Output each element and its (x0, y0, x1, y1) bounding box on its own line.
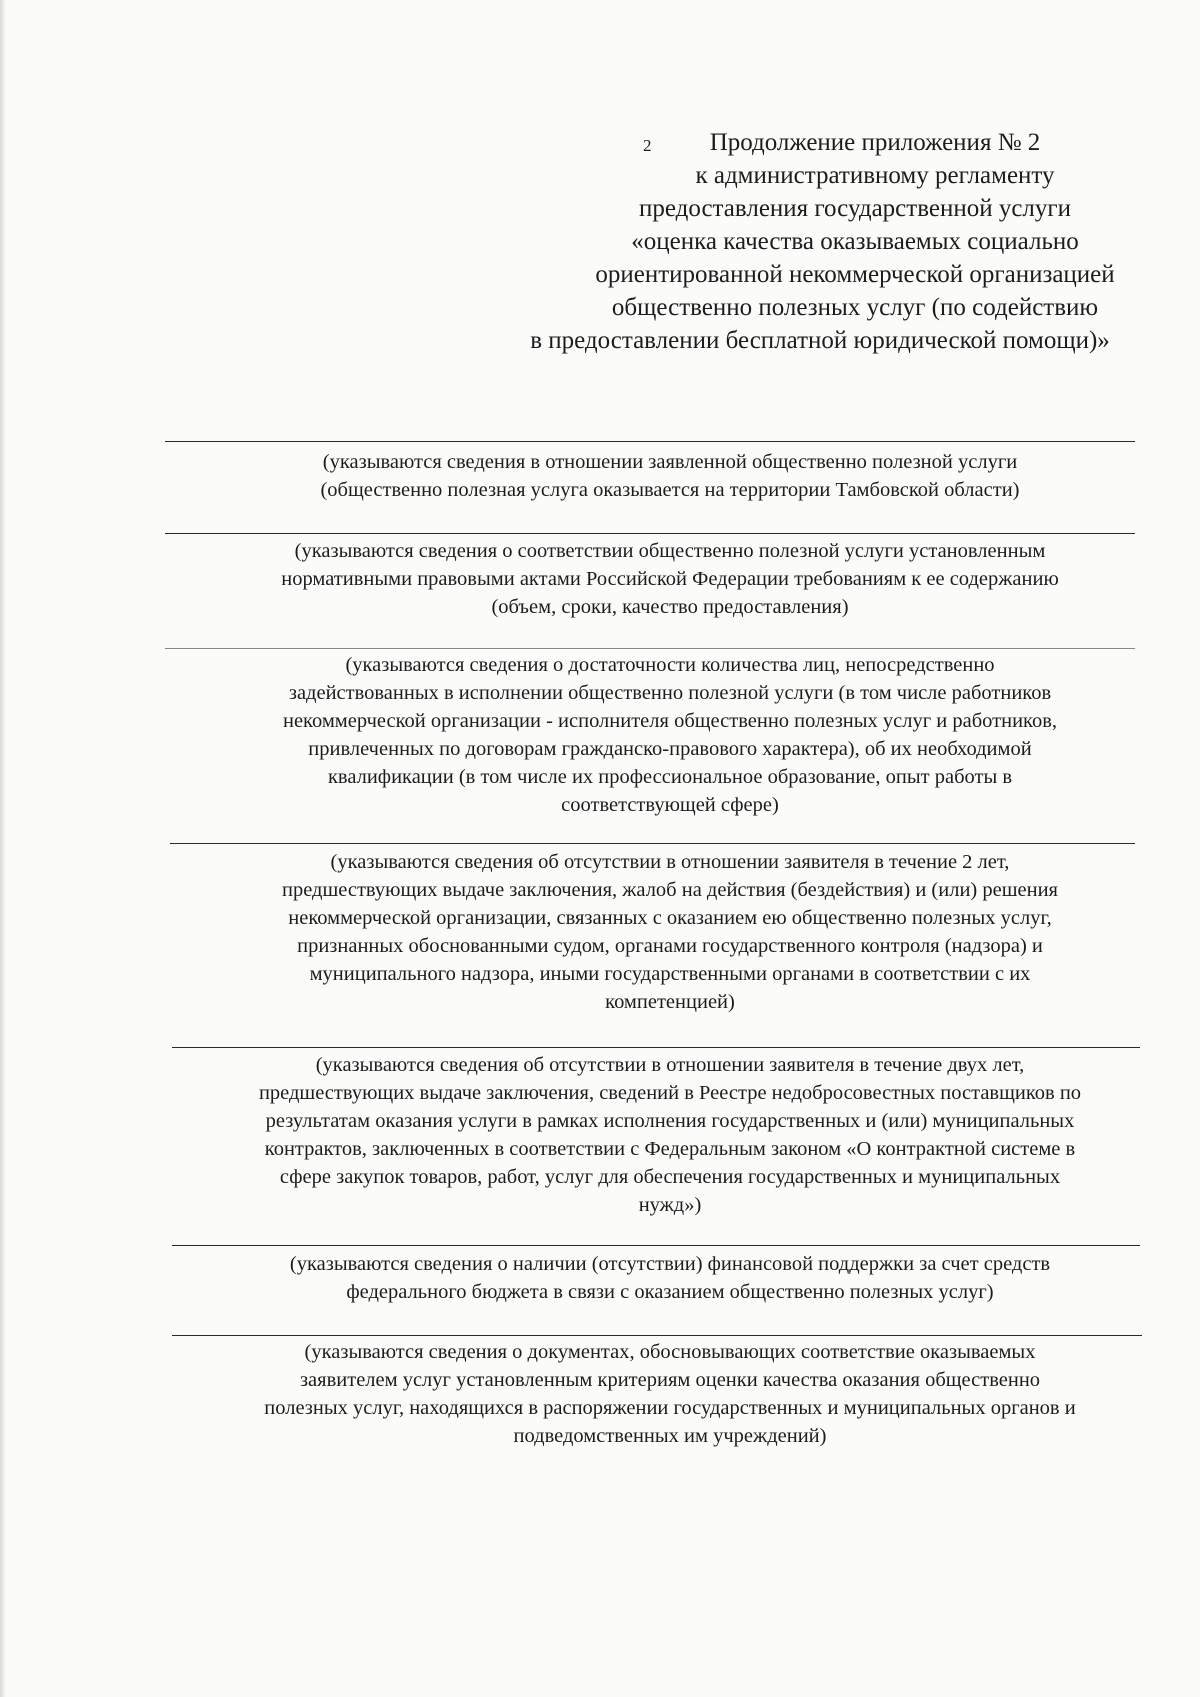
caption-line: полезных услуг, находящихся в распоряжении государственных и муниципальных органов и (264, 1397, 1076, 1419)
fill-in-line (172, 1245, 1140, 1246)
caption-line: некоммерческой организации - исполнителя общественно полезных услуг и работников, (282, 710, 1058, 732)
field-caption (170, 448, 1170, 504)
field-caption (170, 1250, 1170, 1306)
caption-line: заявителем услуг установленным критериям оценки качества оказания общественно (299, 1369, 1041, 1391)
fill-in-line (170, 843, 1135, 844)
caption-line: нужд») (638, 1194, 702, 1216)
appendix-header (460, 126, 1180, 357)
caption-line: (указываются сведения о достаточности количества лиц, непосредственно (345, 654, 995, 676)
caption-line: предшествующих выдаче заключения, жалоб на действия (бездействия) и (или) решения (282, 879, 1058, 901)
caption-line: (указываются сведения об отсутствии в отношении заявителя в течение 2 лет, (330, 851, 1010, 873)
caption-line: (указываются сведения о соответствии общественно полезной услуги установленным (294, 540, 1046, 562)
caption-line: квалификации (в том числе их профессиональное образование, опыт работы в (327, 766, 1013, 788)
caption-line: признанных обоснованными судом, органами государственного контроля (надзора) и (297, 935, 1043, 957)
caption-line: контрактов, заключенных в соответствии с Федеральным законом «О контрактной системе в (264, 1138, 1076, 1160)
header-line: к административному регламенту (695, 162, 1055, 189)
caption-line: (указываются сведения о наличии (отсутствии) финансовой поддержки за счет средств (289, 1253, 1051, 1275)
caption-line: соответствующей сфере) (561, 794, 779, 816)
caption-line: сфере закупок товаров, работ, услуг для обеспечения государственных и муниципальных (279, 1166, 1061, 1188)
caption-line: предшествующих выдаче заключения, сведений в Реестре недобросовестных поставщиков по (258, 1082, 1082, 1104)
field-caption (170, 848, 1170, 1016)
fill-in-line (172, 1047, 1140, 1048)
field-caption (170, 537, 1170, 621)
caption-line: (указываются сведения о документах, обосновывающих соответствие оказываемых (304, 1341, 1036, 1363)
caption-line: федерального бюджета в связи с оказанием общественно полезных услуг) (346, 1281, 994, 1303)
caption-line: некоммерческой организации, связанных с оказанием ею общественно полезных услуг, (288, 907, 1052, 929)
caption-line: муниципального надзора, иными государственными органами в соответствии с их (309, 963, 1031, 985)
header-line: «оценка качества оказываемых социально (631, 228, 1079, 255)
caption-line: (общественно полезная услуга оказывается на территории Тамбовской области) (320, 479, 1020, 501)
caption-line: (указываются сведения в отношении заявленной общественно полезной услуги (322, 451, 1018, 473)
fill-in-line (165, 441, 1135, 442)
caption-line: результатам оказания услуги в рамках исполнения государственных и (или) муниципальных (265, 1110, 1075, 1132)
header-line: ориентированной некоммерческой организацией (595, 261, 1115, 288)
fill-in-line (172, 1335, 1142, 1336)
header-line: Продолжение приложения № 2 (709, 129, 1041, 156)
caption-line: (объем, сроки, качество предоставления) (491, 596, 849, 618)
caption-line: привлеченных по договорам гражданско-правового характера), об их необходимой (308, 738, 1032, 760)
caption-line: нормативными правовыми актами Российской Федерации требованиям к ее содержанию (281, 568, 1059, 590)
fill-in-line (165, 648, 1135, 649)
caption-line: задействованных в исполнении общественно полезной услуги (в том числе работников (288, 682, 1052, 704)
scan-edge-shading (0, 0, 6, 1697)
field-caption (170, 1338, 1170, 1450)
header-line: предоставления государственной услуги (638, 195, 1072, 222)
field-caption (170, 651, 1170, 819)
header-line: в предоставлении бесплатной юридической помощи)» (530, 327, 1110, 354)
header-line: общественно полезных услуг (по содействию (611, 294, 1099, 321)
caption-line: компетенцией) (605, 991, 735, 1013)
caption-line: (указываются сведения об отсутствии в отношении заявителя в течение двух лет, (315, 1054, 1025, 1076)
caption-line: подведомственных им учреждений) (513, 1425, 827, 1447)
fill-in-line (165, 533, 1135, 534)
page-number: 2 (643, 136, 652, 155)
field-caption (170, 1051, 1170, 1219)
